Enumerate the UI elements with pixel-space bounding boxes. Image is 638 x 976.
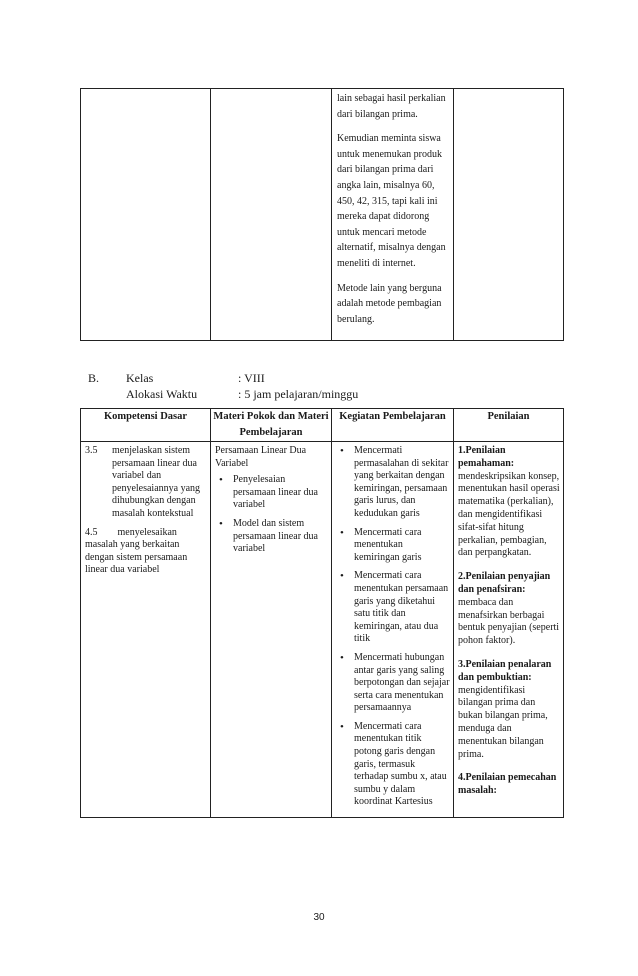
header-kompetensi: Kompetensi Dasar — [81, 409, 211, 442]
continuation-table — [80, 88, 564, 341]
header-penilaian: Penilaian — [454, 409, 564, 442]
kelas-label: Kelas — [126, 371, 154, 385]
cont-paragraph: Metode lain yang berguna adalah metode pembagian berulang. — [337, 282, 442, 325]
penilaian-cell — [454, 442, 564, 818]
kegiatan-item: • Mencermati cara menentukan persamaan garis yang diketahui satu titik dan kemiringan, atau dua titik — [336, 570, 450, 646]
penilaian-block: 3.Penilaian penalaran dan pembuktian: mengidentifikasi bilangan prima dan bukan bilangan prima, menduga dan menentukan bilangan prima. — [458, 658, 552, 760]
materi-item: • Penyelesaian persamaan linear dua variabel — [215, 474, 328, 512]
cont-paragraph: Kemudian meminta siswa untuk menemukan produk dari bilangan prima dari angka lain, misalnya 60, 450, 42, 315, tapi kali ini mereka dapat didorong untuk mencari metode alternatif, misalnya dengan meneliti di internet. — [337, 133, 446, 269]
materi-title: Persamaan Linear Dua Variabel — [215, 445, 307, 469]
kd-item: 3.5 menjelaskan sistem persamaan linear dua variabel dan penyelesaiannya yang dihubungkan dengan masalah kontekstual — [85, 445, 201, 519]
penilaian-block: 4.Penilaian pemecahan masalah: — [458, 772, 557, 797]
header-materi: Materi Pokok dan Materi Pembelajaran — [211, 409, 332, 442]
cont-paragraph: lain sebagai hasil perkalian dari bilangan prima. — [337, 93, 446, 120]
kegiatan-item: • Mencermati cara menentukan titik potong garis dengan garis, termasuk terhadap sumbu x, atau sumbu y dalam koordinat Kartesius — [336, 721, 450, 809]
kegiatan-cell — [332, 442, 454, 818]
materi-cell — [211, 442, 332, 818]
kd-item: 4.5 menyelesaikan masalah yang berkaitan dengan sistem persamaan linear dua variabel — [85, 526, 188, 576]
kegiatan-item: • Mencermati cara menentukan kemiringan garis — [336, 527, 450, 565]
materi-item: • Model dan sistem persamaan linear dua variabel — [215, 518, 328, 556]
kelas-value: : VIII — [238, 371, 265, 385]
cont-cell-1 — [81, 89, 211, 341]
penilaian-block: 1.Penilaian pemahaman: mendeskripsikan konsep, menentukan hasil operasi matematika (perkalian), dan mengidentifikasi sifat-sifat hitung perkalian, pembagian, dan perpangkatan. — [458, 445, 560, 559]
kompetensi-cell — [81, 442, 211, 818]
page-number: 30 — [313, 912, 325, 923]
section-b-header — [88, 370, 548, 402]
alokasi-label: Alokasi Waktu — [126, 387, 198, 401]
section-letter: B. — [88, 371, 100, 385]
cont-cell-3 — [332, 89, 454, 341]
header-kegiatan: Kegiatan Pembelajaran — [332, 409, 454, 442]
kd-table — [80, 408, 564, 818]
penilaian-block: 2.Penilaian penyajian dan penafsiran: membaca dan menafsirkan berbagai bentuk penyajian (seperti pohon faktor). — [458, 571, 560, 647]
kegiatan-item: • Mencermati hubungan antar garis yang saling berpotongan dan sejajar serta cara menentukan persamaannya — [336, 652, 450, 715]
alokasi-value: : 5 jam pelajaran/minggu — [238, 387, 359, 401]
cont-cell-2 — [211, 89, 332, 341]
cont-cell-4 — [454, 89, 564, 341]
kegiatan-item: • Mencermati permasalahan di sekitar yang berkaitan dengan kemiringan, persamaan garis lurus, dan kedudukan garis — [336, 445, 450, 521]
